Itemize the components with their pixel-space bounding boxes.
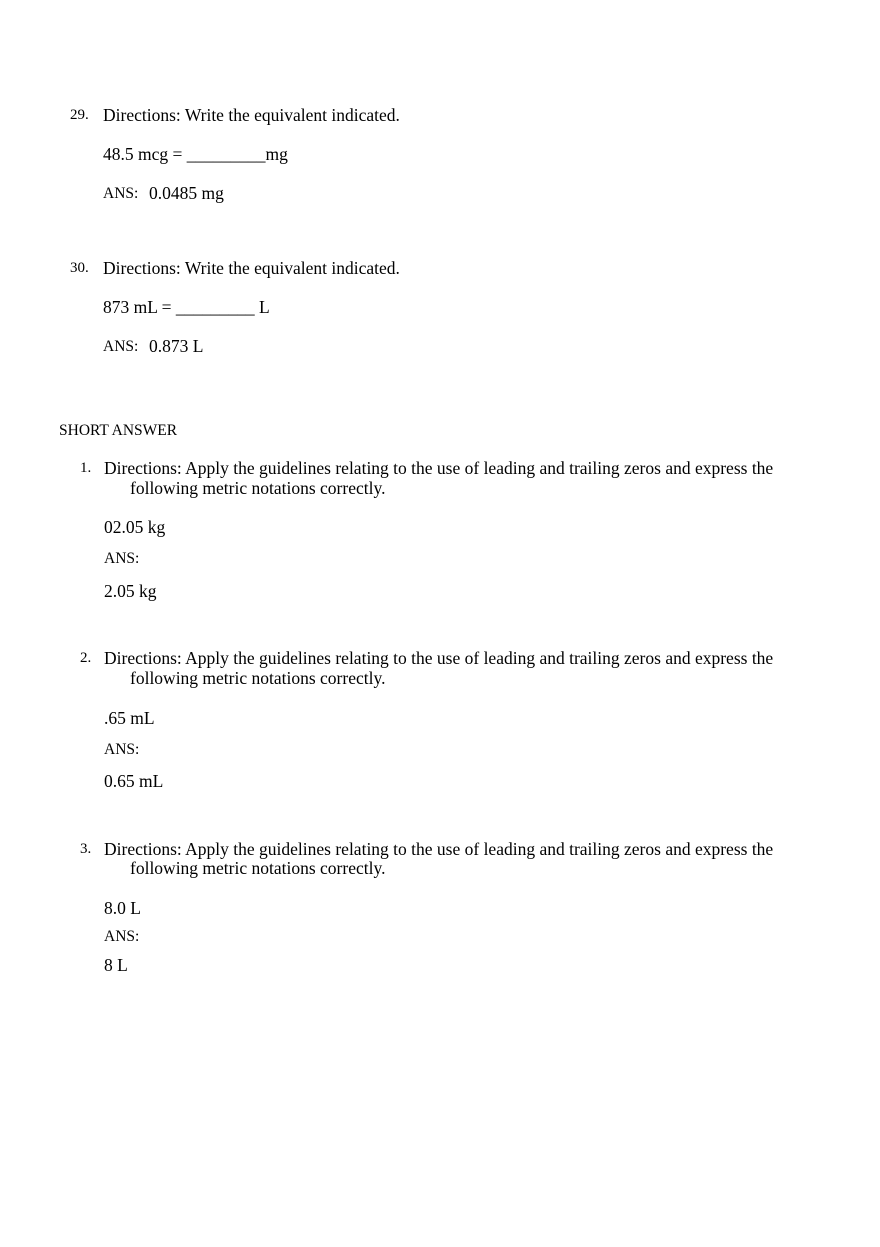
answer-value: 0.0485 mg — [149, 183, 224, 203]
question-directions-line1: Directions: Apply the guidelines relating to the use of leading and trailing zeros and express the — [104, 839, 774, 859]
question-prompt: 8.0 L — [104, 898, 141, 918]
section-heading: SHORT ANSWER — [59, 422, 178, 439]
answer-label: ANS: — [104, 741, 140, 758]
answer-value: 2.05 kg — [104, 581, 157, 601]
answer-label: ANS: — [104, 550, 140, 567]
question-number: 3. — [80, 841, 92, 857]
answer-label: ANS: — [104, 928, 140, 945]
question-prompt: 02.05 kg — [104, 517, 166, 537]
question-number: 29. — [70, 107, 89, 123]
question-directions: Directions: Write the equivalent indicated. — [103, 258, 400, 278]
answer-value: 8 L — [104, 955, 128, 975]
question-directions-line1: Directions: Apply the guidelines relating to the use of leading and trailing zeros and express the — [104, 458, 774, 478]
answer-label: ANS: — [103, 338, 139, 355]
answer-label: ANS: — [103, 185, 139, 202]
question-number: 2. — [80, 650, 92, 666]
question-directions-line1: Directions: Apply the guidelines relating to the use of leading and trailing zeros and express the — [104, 648, 774, 668]
question-prompt: 873 mL = _________ L — [103, 297, 270, 317]
question-number: 1. — [80, 460, 92, 476]
answer-value: 0.65 mL — [104, 771, 164, 791]
question-number: 30. — [70, 260, 89, 276]
question-directions-line2: following metric notations correctly. — [130, 858, 386, 878]
answer-value: 0.873 L — [149, 336, 204, 356]
question-prompt: .65 mL — [104, 708, 155, 728]
question-directions-line2: following metric notations correctly. — [130, 478, 386, 498]
question-directions: Directions: Write the equivalent indicated. — [103, 105, 400, 125]
question-prompt: 48.5 mcg = _________mg — [103, 144, 288, 164]
question-directions-line2: following metric notations correctly. — [130, 668, 386, 688]
